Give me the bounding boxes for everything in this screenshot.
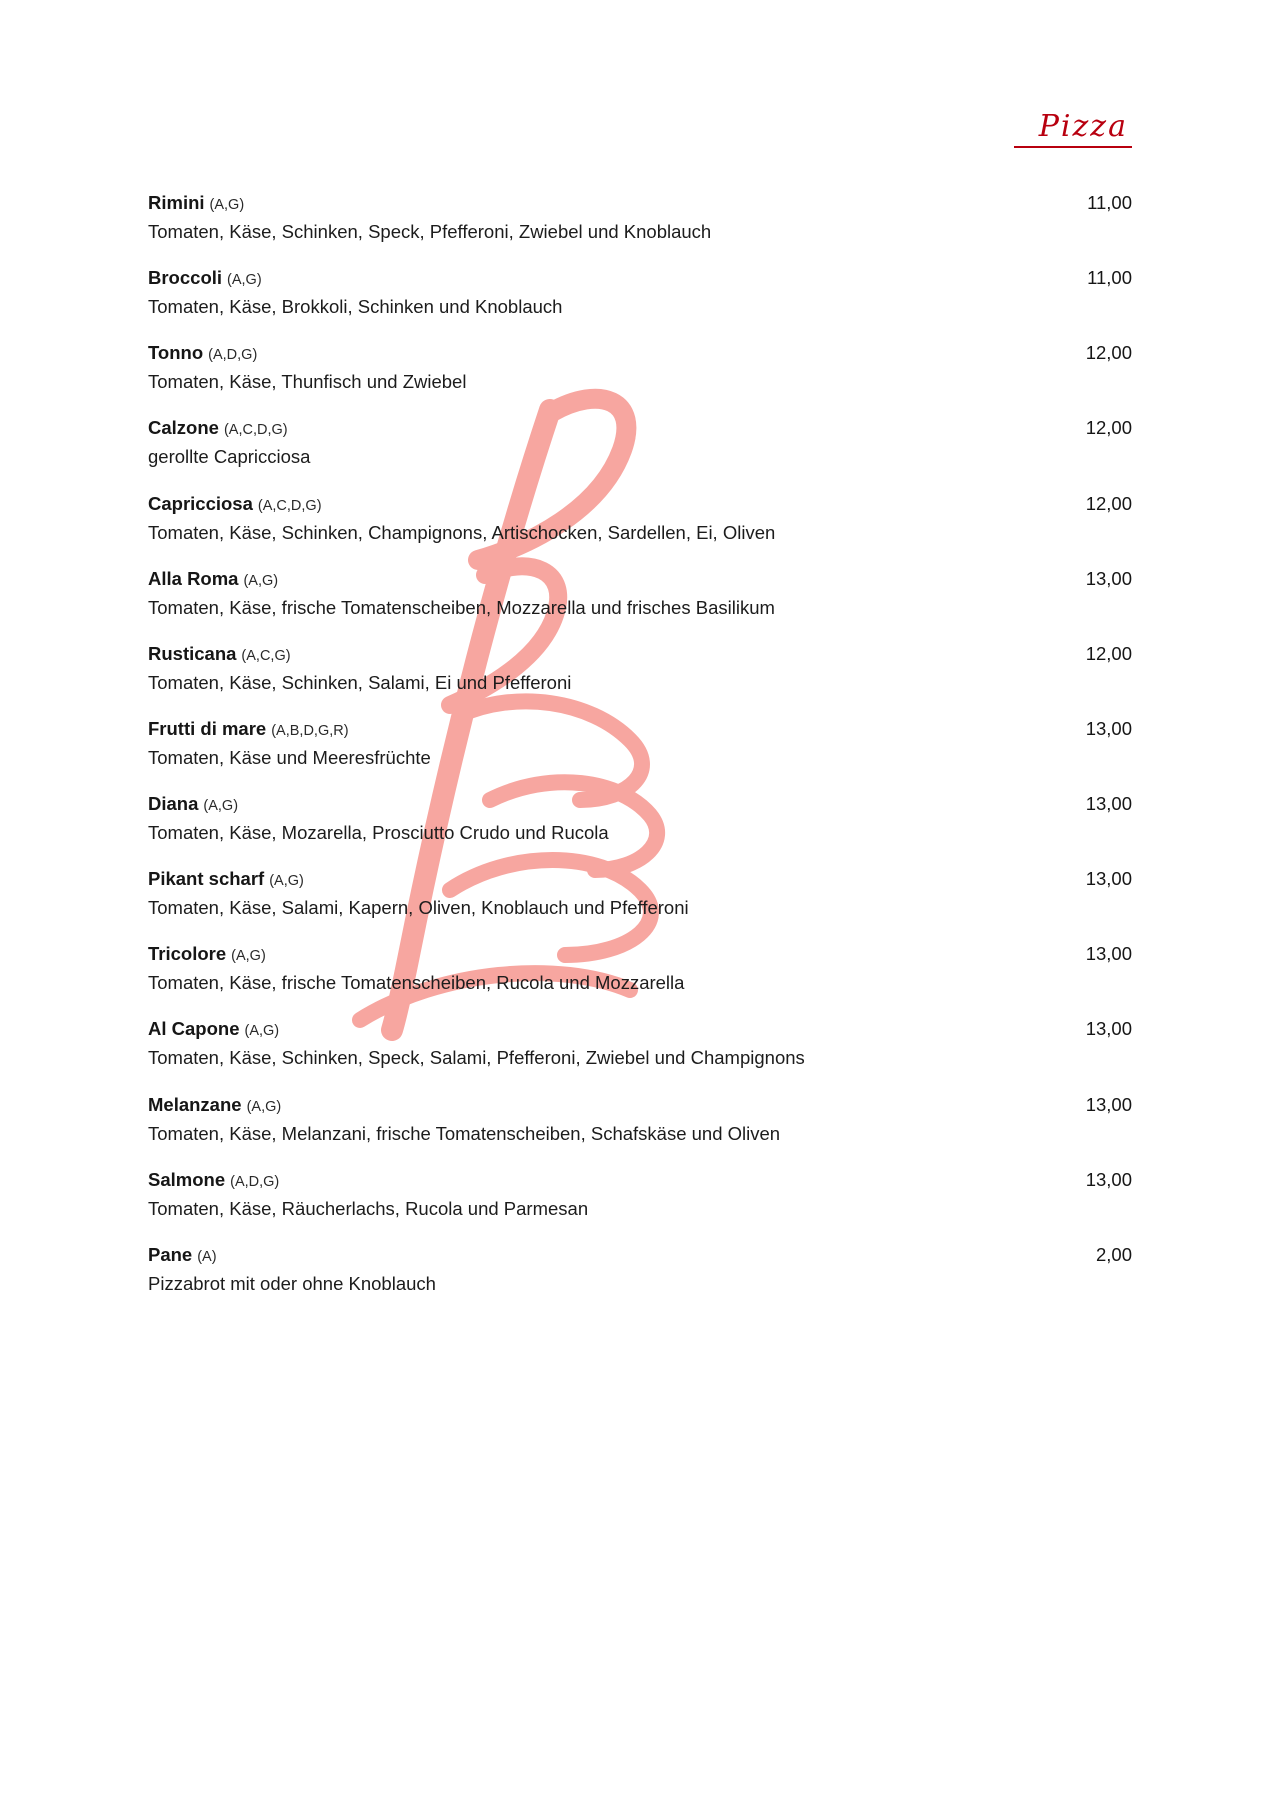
menu-item-name [148, 417, 288, 439]
menu-item-row [148, 1018, 1132, 1040]
menu-item-allergens: (A,C,G) [241, 647, 291, 664]
menu-item [148, 793, 1132, 844]
menu-item-name-text: Rimini [148, 192, 205, 213]
menu-item-row [148, 267, 1132, 289]
menu-item-allergens: (A,G) [269, 873, 304, 890]
menu-item-name [148, 1169, 279, 1191]
menu-item-allergens: (A,B,D,G,R) [271, 722, 349, 739]
menu-item-allergens: (A,D,G) [230, 1173, 280, 1190]
menu-item-row [148, 793, 1132, 815]
menu-item-price: 11,00 [1087, 267, 1132, 289]
menu-item-description: Tomaten, Käse, Räucherlachs, Rucola und Parmesan [148, 1197, 589, 1219]
menu-item-row [148, 493, 1132, 515]
menu-item-allergens: (A,G) [209, 197, 245, 213]
menu-item [148, 342, 1132, 393]
menu-item-name [148, 1018, 279, 1040]
menu-item-description: Tomaten, Käse, frische Tomatenscheiben, Mozzarella und frisches Basilikum [148, 596, 775, 618]
menu-item-name [148, 868, 304, 890]
menu-item-description: Tomaten, Käse, Schinken, Speck, Pfefferoni, Zwiebel und Knoblauch [148, 221, 712, 242]
menu-item [148, 267, 1132, 318]
menu-item-row [148, 1244, 1132, 1266]
menu-item [148, 1169, 1132, 1220]
menu-item-description: Tomaten, Käse, Melanzani, frische Tomatenscheiben, Schafskäse und Oliven [148, 1122, 781, 1144]
menu-item-name [148, 192, 244, 214]
menu-item-name [148, 643, 291, 665]
menu-item-price: 13,00 [1085, 1093, 1132, 1115]
menu-item-price: 12,00 [1085, 342, 1132, 364]
menu-item [148, 943, 1132, 994]
menu-item-row [148, 417, 1132, 439]
menu-item-row [148, 1169, 1132, 1191]
menu-item [148, 417, 1132, 468]
menu-item-description: Tomaten, Käse, Schinken, Champignons, Artischocken, Sardellen, Ei, Oliven [148, 521, 776, 543]
menu-item-row [148, 568, 1132, 590]
menu-item [148, 1018, 1132, 1069]
menu-item-price: 11,00 [1087, 192, 1132, 213]
menu-item-name [148, 1244, 217, 1266]
menu-item-allergens: (A,C,D,G) [257, 497, 322, 514]
menu-item-name-text: Broccoli [148, 267, 223, 289]
menu-item [148, 493, 1132, 544]
menu-item-allergens: (A,G) [231, 948, 266, 965]
menu-item-allergens: (A,G) [227, 272, 262, 289]
menu-item-price: 12,00 [1085, 642, 1132, 664]
section-header [1014, 109, 1132, 148]
menu-item-description: Tomaten, Käse, Thunfisch und Zwiebel [148, 371, 467, 393]
menu-item-name-text: Al Capone [148, 1018, 240, 1040]
menu-item-name-text: Rusticana [148, 642, 237, 664]
menu-item [148, 192, 1132, 243]
menu-item-description: gerollte Capricciosa [148, 446, 311, 468]
menu-item-allergens: (A,G) [244, 1023, 280, 1040]
section-title-underline [1014, 146, 1132, 148]
menu-item-allergens: (A,D,G) [208, 347, 258, 364]
menu-item-row [148, 718, 1132, 740]
menu-item-name [148, 267, 262, 289]
menu-item-name-text: Tonno [148, 342, 204, 364]
menu-item [148, 1244, 1132, 1295]
menu-item-name-text: Calzone [148, 417, 219, 439]
menu-item-allergens: (A,G) [246, 1098, 282, 1115]
menu-item-name [148, 943, 266, 965]
menu-item-allergens: (A,C,D,G) [223, 422, 288, 439]
menu-item-price: 13,00 [1085, 943, 1132, 965]
menu-item-description: Tomaten, Käse und Meeresfrüchte [148, 746, 431, 768]
menu-item-name-text: Salmone [148, 1168, 226, 1190]
menu-item-allergens: (A,G) [203, 798, 239, 814]
menu-item-name-text: Melanzane [148, 1093, 242, 1115]
menu-item-price: 13,00 [1085, 868, 1132, 890]
menu-item [148, 1094, 1132, 1145]
section-title: Pizza [1038, 109, 1128, 144]
menu-item-allergens: (A,G) [243, 572, 279, 589]
menu-item-description: Tomaten, Käse, Salami, Kapern, Oliven, Knoblauch und Pfefferoni [148, 897, 689, 919]
menu-item [148, 643, 1132, 694]
menu-item-price: 13,00 [1085, 793, 1132, 814]
menu-item-name-text: Capricciosa [148, 492, 253, 514]
menu-item-description: Tomaten, Käse, Schinken, Speck, Salami, Pfefferoni, Zwiebel und Champignons [148, 1047, 805, 1069]
menu-item-name-text: Tricolore [148, 943, 227, 965]
menu-item-price: 12,00 [1085, 492, 1132, 514]
menu-item-name [148, 718, 349, 740]
menu-item-description: Tomaten, Käse, Brokkoli, Schinken und Knoblauch [148, 296, 563, 318]
menu-item-name-text: Pikant scharf [148, 868, 265, 890]
menu-item-row [148, 643, 1132, 665]
menu-item-name [148, 342, 257, 364]
menu-item-description: Tomaten, Käse, Schinken, Salami, Ei und Pfefferoni [148, 671, 572, 693]
menu-item-name-text: Diana [148, 793, 199, 814]
menu-item-name-text: Alla Roma [148, 567, 239, 589]
menu-list [148, 192, 1132, 1295]
menu-item-price: 13,00 [1085, 717, 1132, 739]
menu-item [148, 868, 1132, 919]
menu-item [148, 568, 1132, 619]
menu-item-description: Pizzabrot mit oder ohne Knoblauch [148, 1272, 436, 1294]
menu-item-price: 13,00 [1085, 1168, 1132, 1190]
menu-item-name-text: Frutti di mare [148, 717, 267, 739]
menu-item-price: 2,00 [1095, 1243, 1132, 1265]
menu-item-name [148, 493, 322, 515]
menu-item-price: 12,00 [1085, 417, 1132, 439]
menu-item-price: 13,00 [1085, 1018, 1132, 1040]
menu-item [148, 718, 1132, 769]
menu-item-description: Tomaten, Käse, Mozarella, Prosciutto Crudo und Rucola [148, 822, 609, 843]
menu-item-allergens: (A) [197, 1248, 217, 1265]
menu-item-name [148, 568, 278, 590]
menu-item-price: 13,00 [1085, 567, 1132, 589]
menu-item-name-text: Pane [148, 1243, 193, 1265]
menu-item-row [148, 342, 1132, 364]
menu-item-description: Tomaten, Käse, frische Tomatenscheiben, Rucola und Mozzarella [148, 972, 685, 994]
menu-item-row [148, 192, 1132, 214]
menu-item-row [148, 868, 1132, 890]
menu-item-row [148, 1094, 1132, 1116]
menu-item-name [148, 793, 238, 815]
menu-item-name [148, 1094, 281, 1116]
menu-item-row [148, 943, 1132, 965]
